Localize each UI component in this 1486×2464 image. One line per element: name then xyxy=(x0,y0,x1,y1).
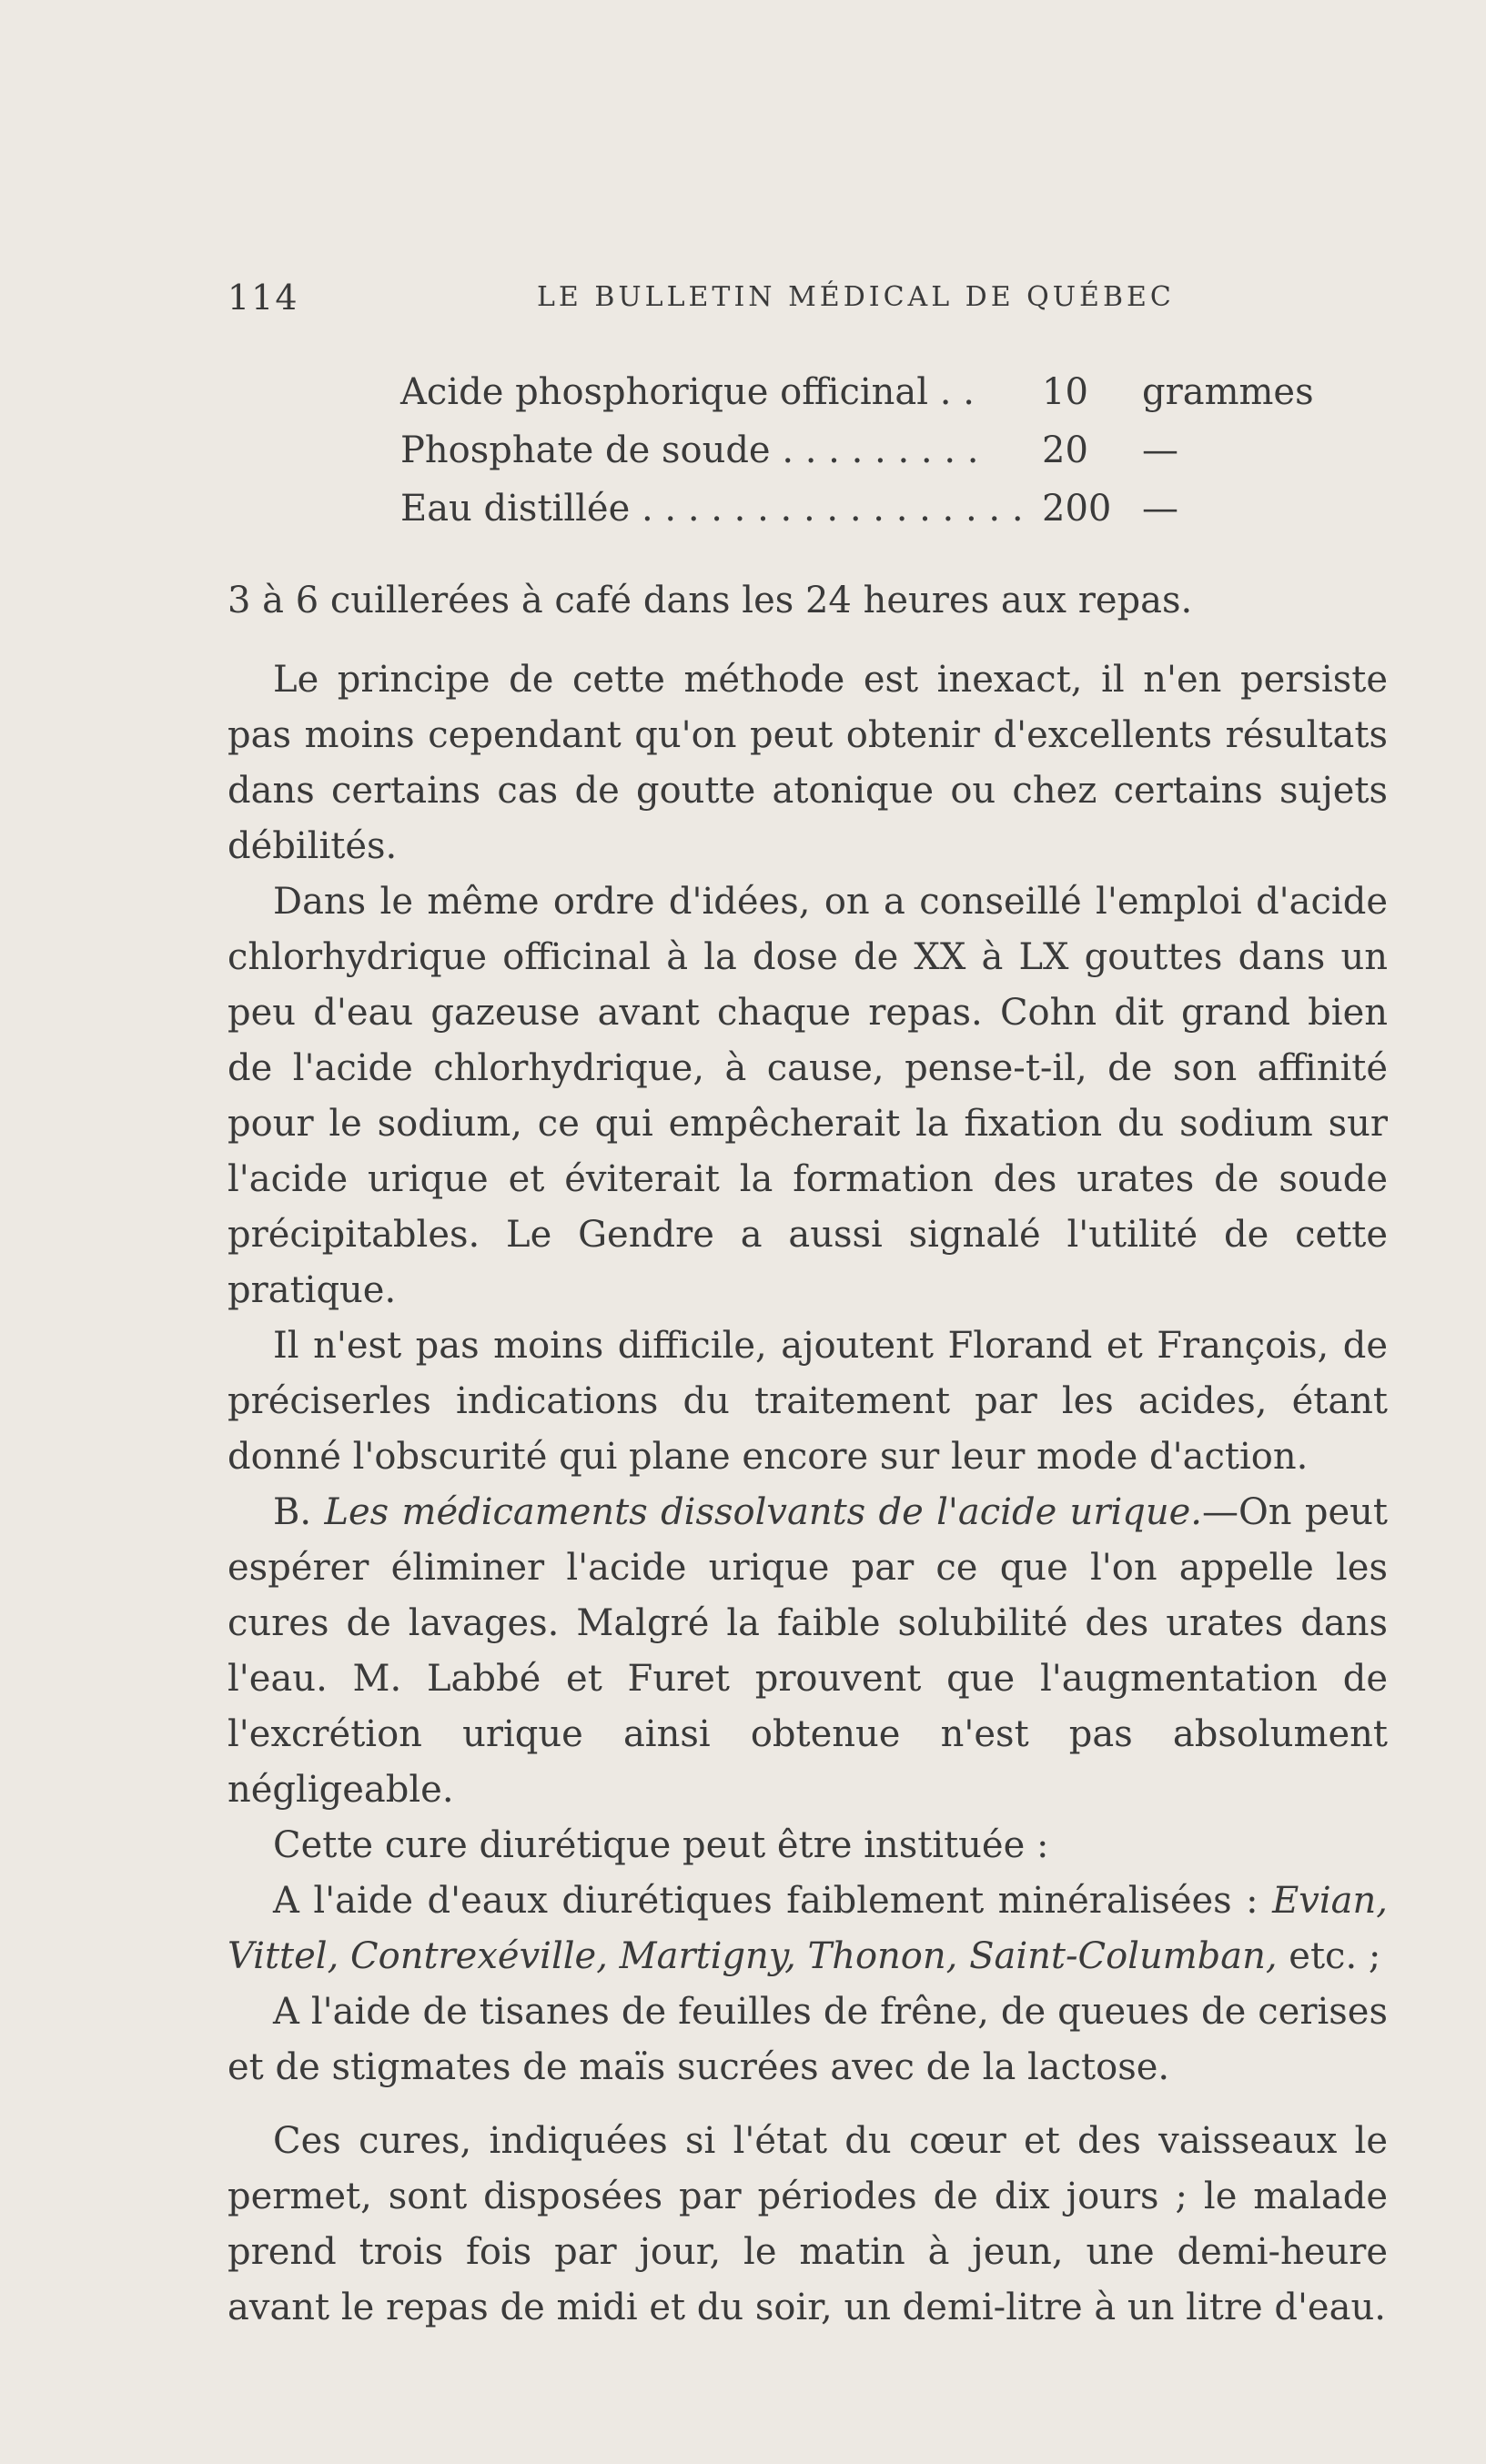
ingredient-quantity: 20 xyxy=(1042,429,1088,471)
paragraph: A l'aide de tisanes de feuilles de frêne, de queues de cerises et de stigmates de maïs sucrées avec de la lactose. xyxy=(227,1991,1388,2088)
dosage-line: 3 à 6 cuillerées à café dans les 24 heures aux repas. xyxy=(227,580,1193,621)
mineral-water-list: Evian, Vittel, Contrexéville, Martigny, Thonon, Saint-Columban, xyxy=(227,1880,1388,1977)
paragraph-lead: B. xyxy=(273,1491,325,1533)
ingredient-quantity: 200 xyxy=(1042,488,1112,530)
prescription-row xyxy=(400,488,1274,546)
prescription-row xyxy=(400,371,1314,429)
paragraph-rest: etc. ; xyxy=(1277,1935,1381,1977)
ingredient-name: Acide phosphorique officinal . . xyxy=(400,371,975,413)
prescription-row xyxy=(400,429,1274,488)
ingredient-unit: — xyxy=(1142,488,1178,530)
prescription-table xyxy=(400,371,1314,546)
paragraph xyxy=(227,1485,1388,1818)
body-text xyxy=(227,573,1388,2336)
paragraph-rest: —On peut espérer éliminer l'acide urique par ce que l'on appelle les cures de lavages. Malgré la faible solubilité des urates dans l'eau. M. Labbé et Furet prouvent que l'augmentation de l'excrétion urique ainsi obtenue n'est pas absolument négligeable. xyxy=(227,1491,1388,1811)
ingredient-unit: grammes xyxy=(1142,371,1314,413)
page-header xyxy=(227,278,1177,323)
running-title: LE BULLETIN MÉDICAL DE QUÉBEC xyxy=(537,281,1175,313)
ingredient-quantity: 10 xyxy=(1042,371,1088,413)
ingredient-name: Phosphate de soude . . . . . . . . . xyxy=(400,429,979,471)
paragraph: Il n'est pas moins difficile, ajoutent Florand et François, de préciserles indications du traitement par les acides, étant donné l'obscurité qui plane encore sur leur mode d'action. xyxy=(227,1325,1388,1478)
paragraph: Le principe de cette méthode est inexact, il n'en persiste pas moins cependant qu'on peut obtenir d'excellents résultats dans certains cas de goutte atonique ou chez certains sujets débilités. xyxy=(227,659,1388,867)
section-heading: Les médicaments dissolvants de l'acide urique. xyxy=(324,1491,1202,1533)
ingredient-unit: — xyxy=(1142,429,1178,471)
paragraph-lead: A l'aide d'eaux diurétiques faiblement minéralisées : xyxy=(273,1880,1273,1922)
ingredient-name: Eau distillée . . . . . . . . . . . . . . . . . xyxy=(400,488,1024,530)
page-number: 114 xyxy=(227,278,299,318)
paragraph: Cette cure diurétique peut être instituée : xyxy=(273,1824,1049,1866)
paragraph: Dans le même ordre d'idées, on a conseillé l'emploi d'acide chlorhydrique officinal à la dose de XX à LX gouttes dans un peu d'eau gazeuse avant chaque repas. Cohn dit grand bien de l'acide chlorhydrique, à cause, pense-t-il, de son affinité pour le sodium, ce qui empêcherait la fixation du sodium sur l'acide urique et éviterait la formation des urates de soude précipitables. Le Gendre a aussi signalé l'utilité de cette pratique. xyxy=(227,881,1388,1311)
paragraph xyxy=(227,1873,1388,1984)
paragraph: Ces cures, indiquées si l'état du cœur et des vaisseaux le permet, sont disposées par périodes de dix jours ; le malade prend trois fois par jour, le matin à jeun, une demi-heure avant le repas de midi et du soir, un demi-litre à un litre d'eau. xyxy=(227,2120,1388,2328)
